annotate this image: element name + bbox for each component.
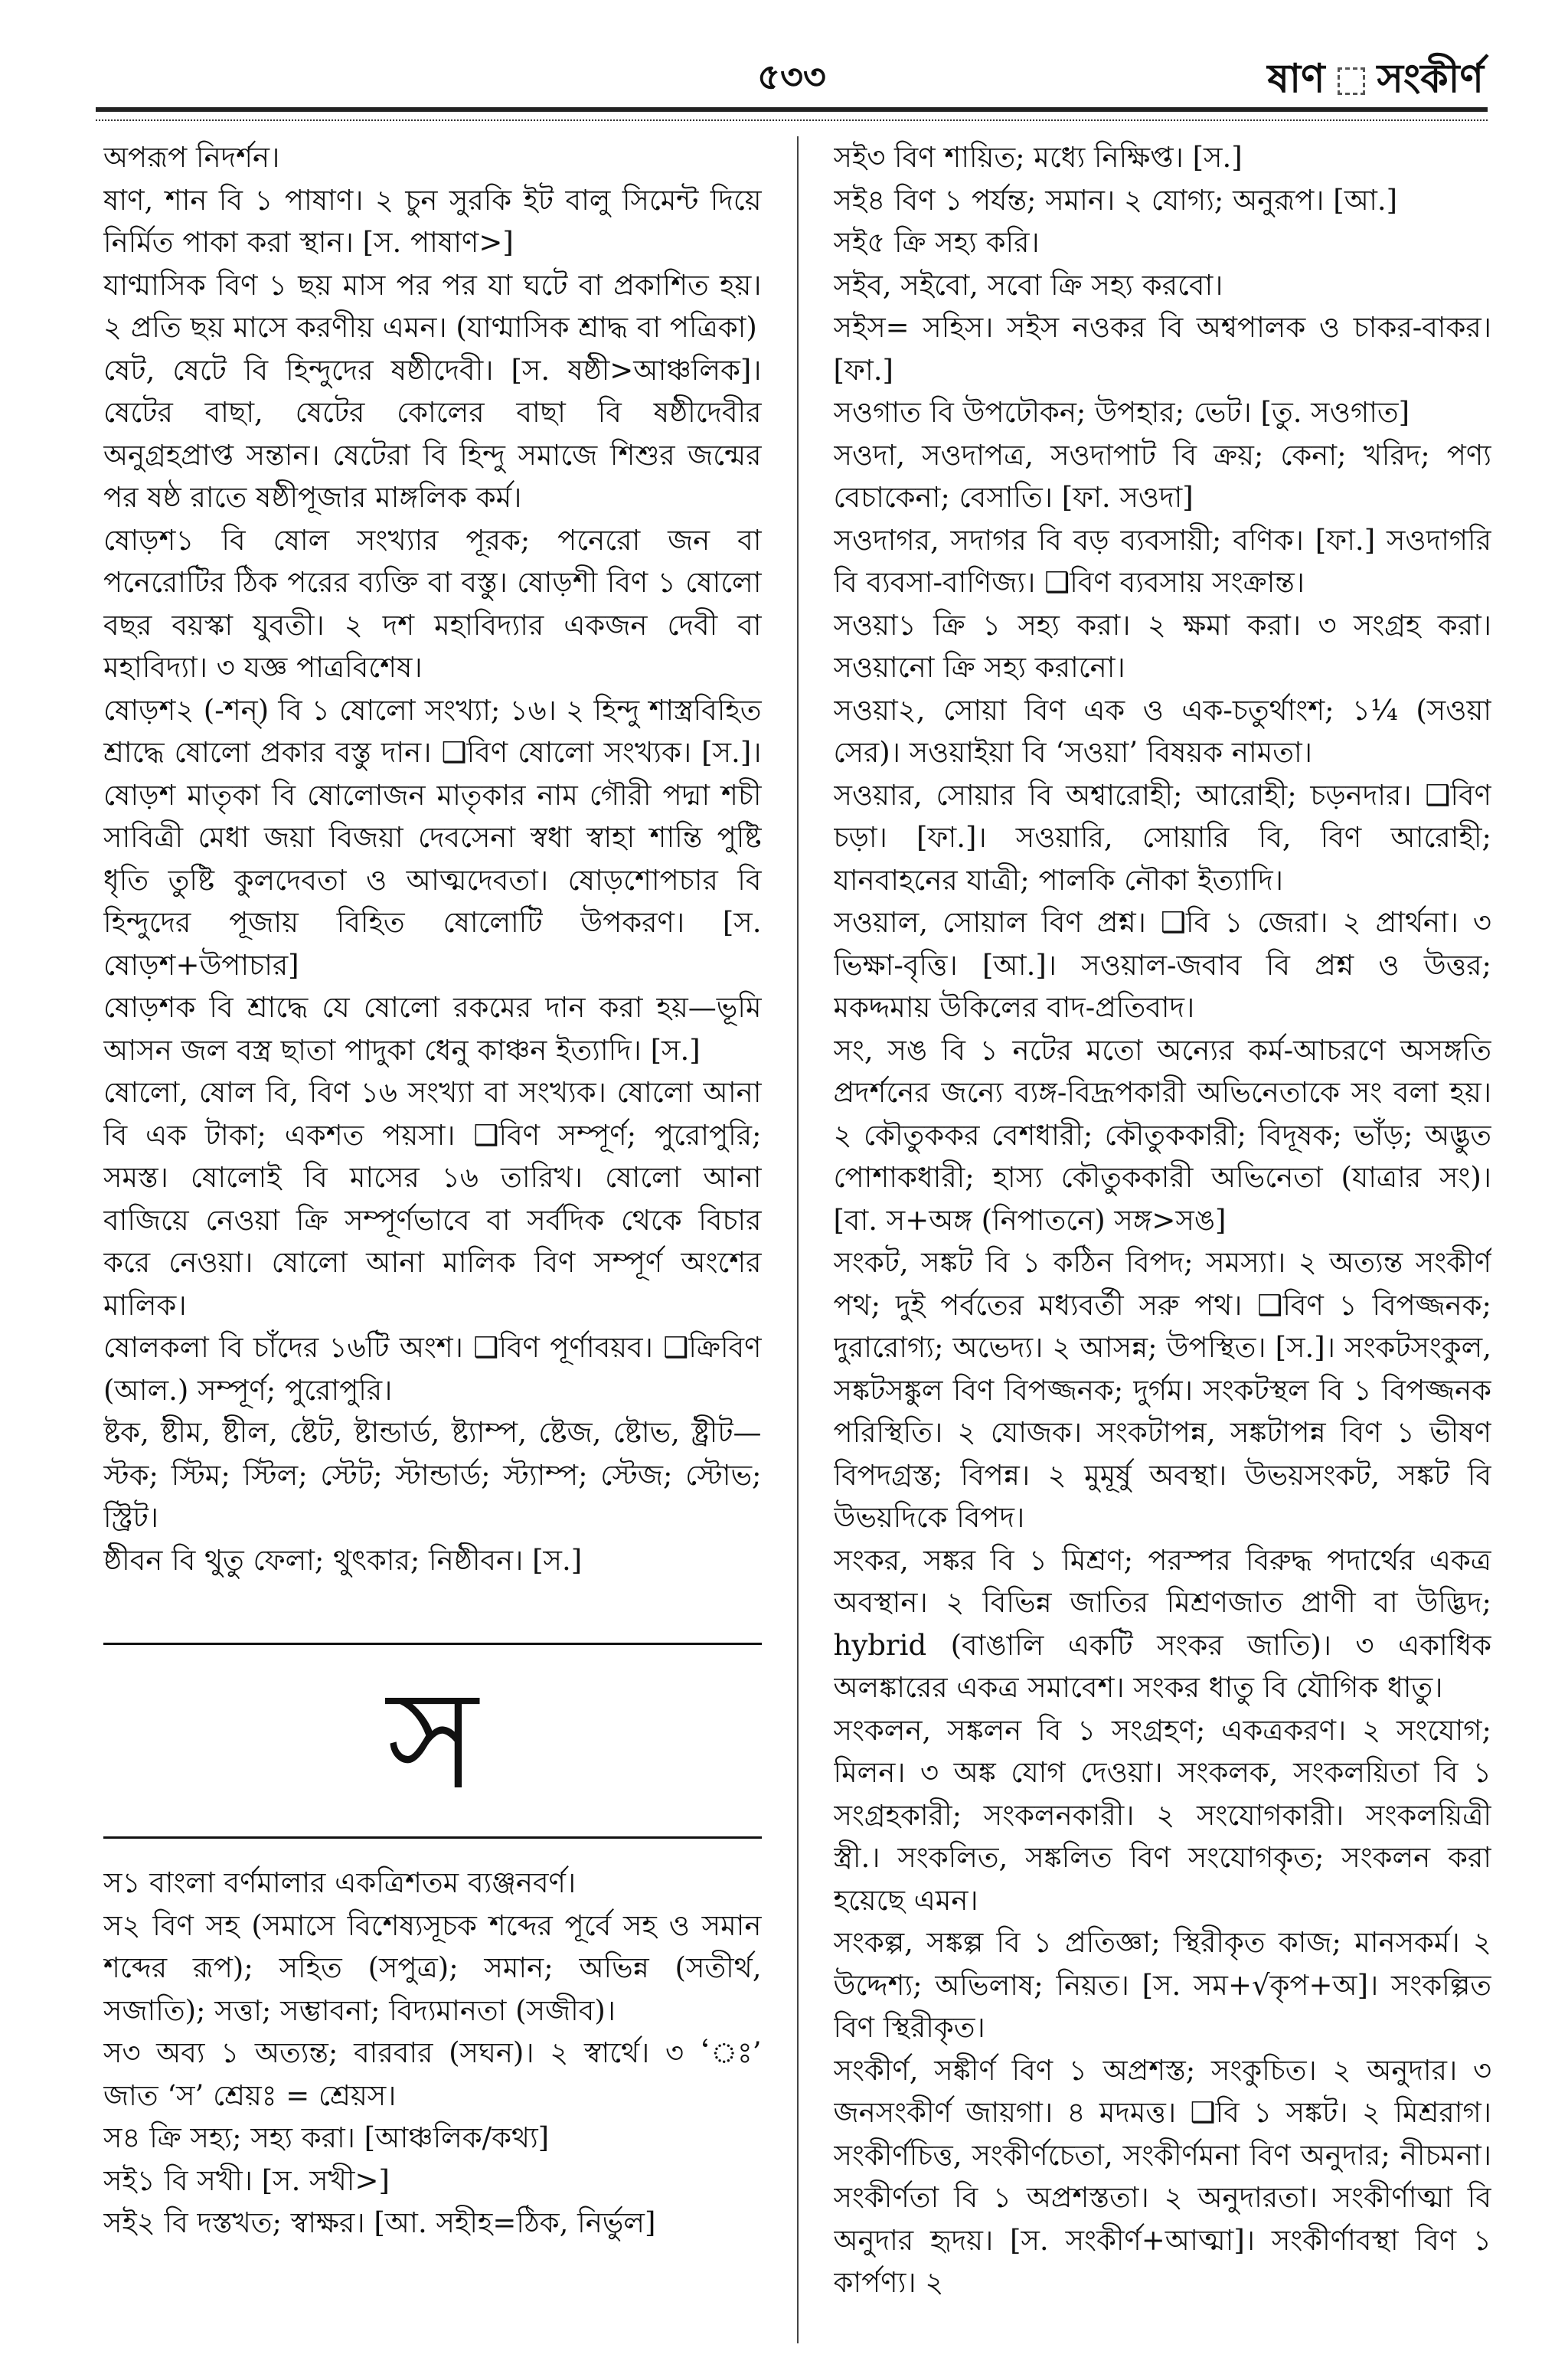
running-head-end: সংকীর্ণ: [1377, 55, 1484, 102]
dictionary-entry: স৩ অব্য ১ অত্যন্ত; বারবার (সঘন)। ২ স্বার্থে। ৩ ‘ঃ’ জাত ‘স’ শ্রেয়ঃ = শ্রেয়স।: [103, 2036, 762, 2112]
right-column: [834, 136, 1492, 2343]
dictionary-entry: যাণ্মাসিক বিণ ১ ছয় মাস পর পর যা ঘটে বা প্রকাশিত হয়। ২ প্রতি ছয় মাসে করণীয় এমন। (যাণ্মাসিক শ্রাদ্ধ বা পত্রিকা): [103, 268, 762, 344]
dictionary-entry: অপরূপ নিদর্শন।: [103, 141, 280, 174]
dictionary-entry: সওয়ার, সোয়ার বি অশ্বারোহী; আরোহী; চড়নদার। ❑বিণ চড়া। [ফা.]। সওয়ারি, সোয়ারি বি, বিণ আরোহী; যানবাহনের যাত্রী; পালকি নৌকা ইত্যাদি।: [833, 778, 1491, 897]
dictionary-entry: স৪ ক্রি সহ্য; সহ্য করা। [আঞ্চলিক/কথ্য]: [103, 2121, 550, 2154]
dictionary-entry: ষোলকলা বি চাঁদের ১৬টি অংশ। ❑বিণ পূর্ণাবয়ব। ❑ক্রিবিণ (আল.) সম্পূর্ণ; পুরোপুরি।: [103, 1331, 762, 1407]
dictionary-columns: [103, 136, 1491, 2343]
column-divider: [797, 136, 799, 2343]
dictionary-entry: সংকর, সঙ্কর বি ১ মিশ্রণ; পরস্পর বিরুদ্ধ পদার্থের একত্র অবস্থান। ২ বিভিন্ন জাতির মিশ্রণজাত প্রাণী বা উদ্ভিদ; hybrid (বাঙালি একটি সংকর জাতি)। ৩ একাধিক অলঙ্কারের একত্র সমাবেশ। সংকর ধাতু বি যৌগিক ধাতু।: [833, 1543, 1491, 1704]
dictionary-entry: ষেট, ষেটে বি হিন্দুদের ষষ্ঠীদেবী। [স. ষষ্ঠী>আঞ্চলিক]। ষেটের বাছা, ষেটের কোলের বাছা বি ষষ্ঠীদেবীর অনুগ্রহপ্রাপ্ত সন্তান। ষেটেরা বি হিন্দু সমাজে শিশুর জন্মের পর ষষ্ঠ রাতে ষষ্ঠীপূজার মাঙ্গলিক কর্ম।: [103, 353, 762, 514]
dictionary-entry: ষ্টক, ষ্টীম, ষ্টীল, ষ্টেট, ষ্টান্ডার্ড, ষ্ট্যাম্প, ষ্টেজ, ষ্টোভ, ষ্ট্রীট—স্টক; স্টিম; স্টিল; স্টেট; স্টান্ডার্ড; স্ট্যাম্প; স্টেজ; স্টোভ; স্ট্রিট।: [103, 1416, 762, 1534]
section-letter: স: [387, 1660, 479, 1820]
dictionary-entry: ষোড়শক বি শ্রাদ্ধে যে ষোলো রকমের দান করা হয়—ভূমি আসন জল বস্ত্র ছাতা পাদুকা ধেনু কাঞ্চন ইত্যাদি। [স.]: [103, 991, 762, 1067]
dictionary-entry: সই১ বি সখী। [স. সখী>]: [103, 2163, 390, 2197]
page-header: [100, 46, 1484, 100]
left-column: [103, 136, 762, 2343]
dictionary-entry: সই৫ ক্রি সহ্য করি।: [833, 226, 1040, 259]
dictionary-entry: সওগাত বি উপঢৌকন; উপহার; ভেট। [তু. সওগাত]: [833, 396, 1410, 429]
dictionary-entry: স২ বিণ সহ (সমাসে বিশেষ্যসূচক শব্দের পূর্বে সহ ও সমান শব্দের রূপ); সহিত (সপুত্র); সমান; অভিন্ন (সতীর্থ, সজাতি); সত্তা; সম্ভাবনা; বিদ্যমানতা (সজীব)।: [103, 1908, 762, 2027]
running-head-box: [1338, 67, 1365, 95]
dictionary-entry: সওদাগর, সদাগর বি বড় ব্যবসায়ী; বণিক। [ফা.] সওদাগরি বি ব্যবসা-বাণিজ্য। ❑বিণ ব্যবসায় সংক্রান্ত।: [833, 523, 1491, 599]
dictionary-entry: সই৪ বিণ ১ পর্যন্ত; সমান। ২ যোগ্য; অনুরূপ। [আ.]: [833, 183, 1398, 217]
dictionary-entry: সই৩ বিণ শায়িত; মধ্যে নিক্ষিপ্ত। [স.]: [833, 141, 1243, 174]
dictionary-entry: ষোলো, ষোল বি, বিণ ১৬ সংখ্যা বা সংখ্যক। ষোলো আনা বি এক টাকা; একশত পয়সা। ❑বিণ সম্পূর্ণ; পুরোপুরি; সমস্ত। ষোলোই বি মাসের ১৬ তারিখ। ষোলো আনা বাজিয়ে নেওয়া ক্রি সম্পূর্ণভাবে বা সর্বদিক থেকে বিচার করে নেওয়া। ষোলো আনা মালিক বিণ সম্পূর্ণ অংশের মালিক।: [103, 1076, 762, 1322]
dictionary-entry: সংকল্প, সঙ্কল্প বি ১ প্রতিজ্ঞা; স্থিরীকৃত কাজ; মানসকর্ম। ২ উদ্দেশ্য; অভিলাষ; নিয়ত। [স. সম+√কৃপ+অ]। সংকল্পিত বিণ স্থিরীকৃত।: [833, 1926, 1491, 2044]
dictionary-entry: স১ বাংলা বর্ণমালার একত্রিশতম ব্যঞ্জনবর্ণ।: [103, 1866, 577, 1899]
dictionary-entry: সইস= সহিস। সইস নওকর বি অশ্বপালক ও চাকর-বাকর। [ফা.]: [833, 311, 1491, 387]
dictionary-entry: ষাণ, শান বি ১ পাষাণ। ২ চুন সুরকি ইট বালু সিমেন্ট দিয়ে নির্মিত পাকা করা স্থান। [স. পাষাণ>]: [103, 183, 762, 259]
dictionary-entry: ষোড়শ২ (-শন্) বি ১ ষোলো সংখ্যা; ১৬। ২ হিন্দু শাস্ত্রবিহিত শ্রাদ্ধে ষোলো প্রকার বস্তু দান। ❑বিণ ষোলো সংখ্যক। [স.]। ষোড়শ মাতৃকা বি ষোলোজন মাতৃকার নাম গৌরী পদ্মা শচী সাবিত্রী মেধা জয়া বিজয়া দেবসেনা স্বধা স্বাহা শান্তি পুষ্টি ধৃতি তুষ্টি কুলদেবতা ও আত্মদেবতা। ষোড়শোপচার বি হিন্দুদের পূজায় বিহিত ষোলোটি উপকরণ। [স. ষোড়শ+উপাচার]: [103, 693, 762, 982]
dictionary-entry: সওয়া১ ক্রি ১ সহ্য করা। ২ ক্ষমা করা। ৩ সংগ্রহ করা। সওয়ানো ক্রি সহ্য করানো।: [833, 608, 1491, 684]
dictionary-entry: ষোড়শ১ বি ষোল সংখ্যার পূরক; পনেরো জন বা পনেরোটির ঠিক পরের ব্যক্তি বা বস্তু। ষোড়শী বিণ ১ ষোলো বছর বয়স্কা যুবতী। ২ দশ মহাবিদ্যার একজন দেবী বা মহাবিদ্যা। ৩ যজ্ঞ পাত্রবিশেষ।: [103, 523, 762, 684]
page-number: ৫৩৩: [757, 56, 826, 97]
running-head-start: ষাণ: [1267, 55, 1325, 102]
section-rule-bottom: [103, 1836, 762, 1839]
dictionary-entry: সংকীর্ণ, সঙ্কীর্ণ বিণ ১ অপ্রশস্ত; সংকুচিত। ২ অনুদার। ৩ জনসংকীর্ণ জায়গা। ৪ মদমত্ত। ❑বি ১ সঙ্কট। ২ মিশ্ররাগ। সংকীর্ণচিত্ত, সংকীর্ণচেতা, সংকীর্ণমনা বিণ অনুদার; নীচমনা। সংকীর্ণতা বি ১ অপ্রশস্ততা। ২ অনুদারতা। সংকীর্ণাত্মা বি অনুদার হৃদয়। [স. সংকীর্ণ+আত্মা]। সংকীর্ণাবস্থা বিণ ১ কার্পণ্য। ২: [833, 2053, 1491, 2299]
dictionary-entry: সওয়াল, সোয়াল বিণ প্রশ্ন। ❑বি ১ জেরা। ২ প্রার্থনা। ৩ ভিক্ষা-বৃত্তি। [আ.]। সওয়াল-জবাব বি প্রশ্ন ও উত্তর; মকদ্দমায় উকিলের বাদ-প্রতিবাদ।: [833, 906, 1491, 1024]
dictionary-entry: সওয়া২, সোয়া বিণ এক ও এক-চতুর্থাংশ; ১¼ (সওয়া সের)। সওয়াইয়া বি ‘সওয়া’ বিষয়ক নামতা।: [833, 693, 1491, 769]
running-head: [1267, 47, 1484, 114]
dictionary-entry: সওদা, সওদাপত্র, সওদাপাট বি ক্রয়; কেনা; খরিদ; পণ্য বেচাকেনা; বেসাতি। [ফা. সওদা]: [833, 438, 1491, 514]
dictionary-entry: সই২ বি দস্তখত; স্বাক্ষর। [আ. সহীহ=ঠিক, নির্ভুল]: [103, 2206, 656, 2239]
dictionary-entry: সংকট, সঙ্কট বি ১ কঠিন বিপদ; সমস্যা। ২ অত্যন্ত সংকীর্ণ পথ; দুই পর্বতের মধ্যবর্তী সরু পথ। ❑বিণ ১ বিপজ্জনক; দুরারোগ্য; অভেদ্য। ২ আসন্ন; উপস্থিত। [স.]। সংকটসংকুল, সঙ্কটসঙ্কুল বিণ বিপজ্জনক; দুর্গম। সংকটস্থল বি ১ বিপজ্জনক পরিস্থিতি। ২ যোজক। সংকটাপন্ন, সঙ্কটাপন্ন বিণ ১ ভীষণ বিপদগ্রস্ত; বিপন্ন। ২ মুমূর্ষু অবস্থা। উভয়সংকট, সঙ্কট বি উভয়দিকে বিপদ।: [833, 1246, 1491, 1534]
section-break: [103, 1643, 762, 1839]
dictionary-entry: সংকলন, সঙ্কলন বি ১ সংগ্রহণ; একত্রকরণ। ২ সংযোগ; মিলন। ৩ অঙ্ক যোগ দেওয়া। সংকলক, সংকলয়িতা বি ১ সংগ্রহকারী; সংকলনকারী। ২ সংযোগকারী। সংকলয়িত্রী স্ত্রী.। সংকলিত, সঙ্কলিত বিণ সংযোগকৃত; সংকলন করা হয়েছে এমন।: [833, 1713, 1491, 1917]
header-rule: [96, 107, 1488, 121]
dictionary-entry: সইব, সইবো, সবো ক্রি সহ্য করবো।: [833, 268, 1223, 302]
dictionary-entry: সং, সঙ বি ১ নটের মতো অন্যের কর্ম-আচরণে অসঙ্গতি প্রদর্শনের জন্যে ব্যঙ্গ-বিদ্রূপকারী অভিনেতাকে সং বলা হয়। ২ কৌতুককর বেশধারী; কৌতুককারী; বিদূষক; ভাঁড়; অদ্ভুত পোশাকধারী; হাস্য কৌতুককারী অভিনেতা (যাত্রার সং)। [বা. স+অঙ্গ (নিপাতনে) সঙ্গ>সঙ]: [833, 1033, 1491, 1237]
dictionary-entry: ষ্ঠীবন বি থুতু ফেলা; থুৎকার; নিষ্ঠীবন। [স.]: [103, 1543, 583, 1577]
